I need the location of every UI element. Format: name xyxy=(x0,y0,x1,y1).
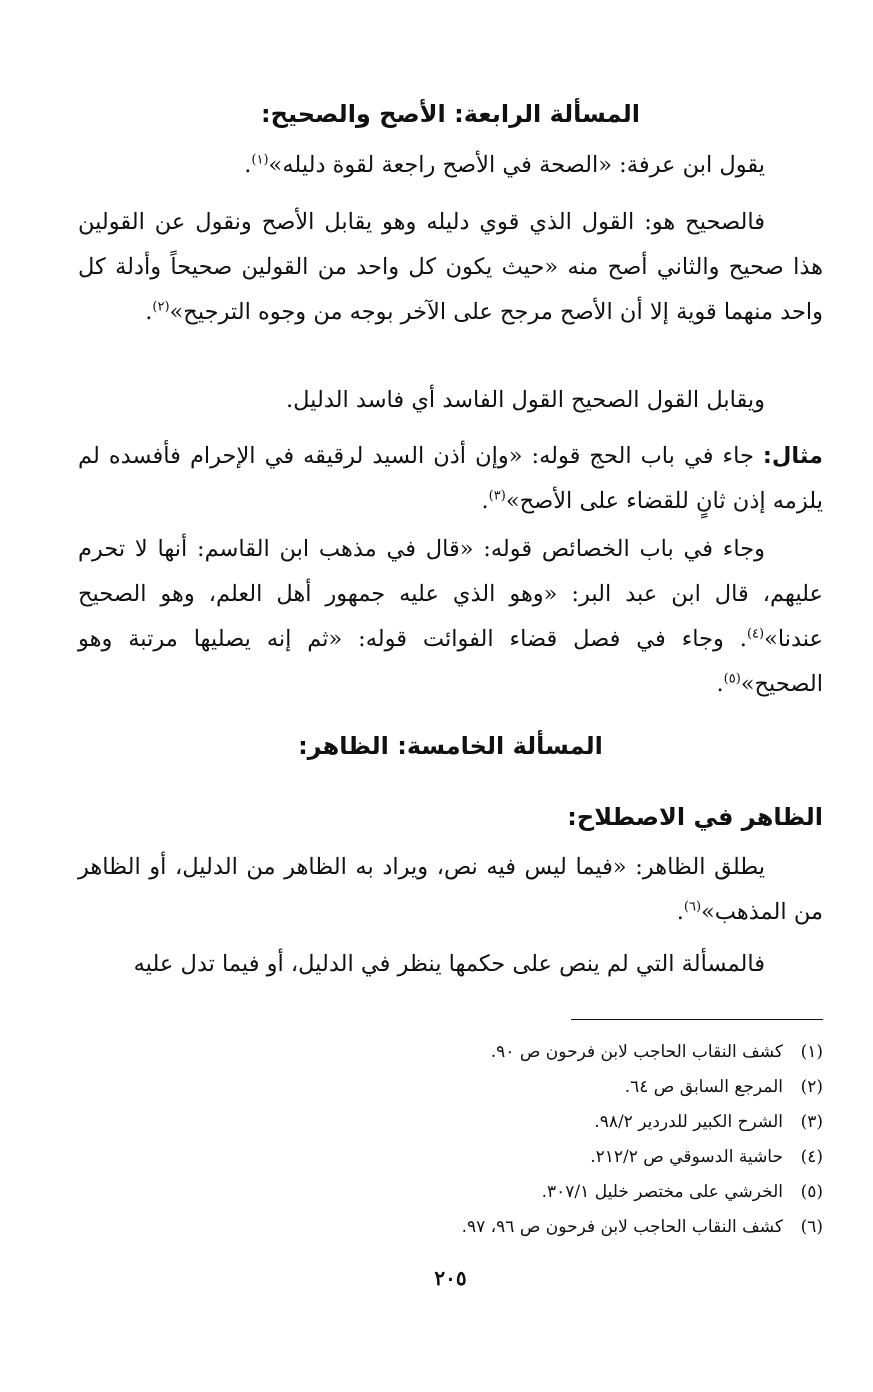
paragraph-end: . xyxy=(244,152,252,178)
paragraph-end: . xyxy=(481,488,489,514)
paragraph-example xyxy=(78,434,823,524)
footnote-separator xyxy=(571,1019,823,1020)
paragraph-end: . xyxy=(676,899,684,925)
paragraph-end: . xyxy=(716,671,724,697)
footnote-number: (٦) xyxy=(800,1217,823,1237)
footnote-text: كشف النقاب الحاجب لابن فرحون ص ٩٦، ٩٧. xyxy=(461,1217,783,1237)
footnotes-list xyxy=(78,1035,823,1245)
footnote-ref: (١) xyxy=(251,152,269,168)
footnote-ref: (٢) xyxy=(152,299,170,315)
footnote-ref: (٥) xyxy=(723,671,741,687)
paragraph-text: فالصحيح هو: القول الذي قوي دليله وهو يقابل الأصح ونقول عن القولين هذا صحيح والثاني أصح منه «حيث يكون كل واحد من القولين صحيحاً وأدلة كل واحد منهما قوية إلا أن الأصح مرجح على الآخر بوجه من وجوه الترجيح» xyxy=(78,209,823,325)
footnote-ref: (٦) xyxy=(683,899,702,915)
footnote-item xyxy=(78,1210,823,1245)
footnote-text: حاشية الدسوقي ص ٢١٢/٢. xyxy=(590,1147,783,1167)
paragraph-text: . وجاء في فصل قضاء الفوائت قوله: «ثم إنه يصليها مرتبة وهو الصحيح» xyxy=(78,626,823,697)
footnote-ref: (٣) xyxy=(488,488,506,504)
footnote-text: الخرشي على مختصر خليل ٣٠٧/١. xyxy=(541,1182,783,1202)
paragraph-zahir-usage xyxy=(78,845,823,935)
section-heading-4: المسألة الرابعة: الأصح والصحيح: xyxy=(261,100,640,128)
footnote-text: كشف النقاب الحاجب لابن فرحون ص ٩٠. xyxy=(490,1042,783,1062)
footnote-number: (٣) xyxy=(800,1112,823,1132)
subheading-terminology: الظاهر في الاصطلاح: xyxy=(567,803,823,831)
paragraph-text: يطلق الظاهر: «فيما ليس فيه نص، ويراد به الظاهر من الدليل، أو الظاهر من المذهب» xyxy=(78,854,823,925)
page-number: ٢٠٥ xyxy=(434,1266,467,1290)
example-label: مثال: xyxy=(762,443,823,469)
paragraph-text: يقول ابن عرفة: «الصحة في الأصح راجعة لقوة دليله» xyxy=(268,152,765,178)
paragraph-text: وجاء في باب الخصائص قوله: «قال في مذهب ابن القاسم: أنها لا تحرم عليهم، قال ابن عبد البر: «وهو الذي عليه جمهور أهل العلم، وهو الصحيح عندنا» xyxy=(78,536,823,652)
footnote-item xyxy=(78,1035,823,1070)
footnote-ref: (٤) xyxy=(746,626,765,642)
footnote-text: المرجع السابق ص ٦٤. xyxy=(624,1077,783,1097)
footnote-number: (٥) xyxy=(800,1182,823,1202)
footnote-number: (٤) xyxy=(800,1147,823,1167)
paragraph-opposite: ويقابل القول الصحيح القول الفاسد أي فاسد الدليل. xyxy=(285,387,765,413)
footnote-item xyxy=(78,1140,823,1175)
footnote-item xyxy=(78,1105,823,1140)
paragraph-masala: فالمسألة التي لم ينص على حكمها ينظر في الدليل، أو فيما تدل عليه xyxy=(133,951,765,977)
paragraph-sahih-definition xyxy=(78,200,823,335)
paragraph-ibn-arafa xyxy=(78,143,823,188)
footnote-number: (٢) xyxy=(800,1077,823,1097)
paragraph-end: . xyxy=(145,299,153,325)
footnote-item xyxy=(78,1175,823,1210)
footnote-text: الشرح الكبير للدردير ٩٨/٢. xyxy=(594,1112,783,1132)
paragraph-text: جاء في باب الحج قوله: «وإن أذن السيد لرقيقه في الإحرام فأفسده لم يلزمه إذن ثانٍ للقضاء على الأصح» xyxy=(78,443,823,514)
section-heading-5: المسألة الخامسة: الظاهر: xyxy=(298,732,603,760)
paragraph-khasais xyxy=(78,527,823,707)
footnote-item xyxy=(78,1070,823,1105)
footnote-number: (١) xyxy=(800,1042,823,1062)
